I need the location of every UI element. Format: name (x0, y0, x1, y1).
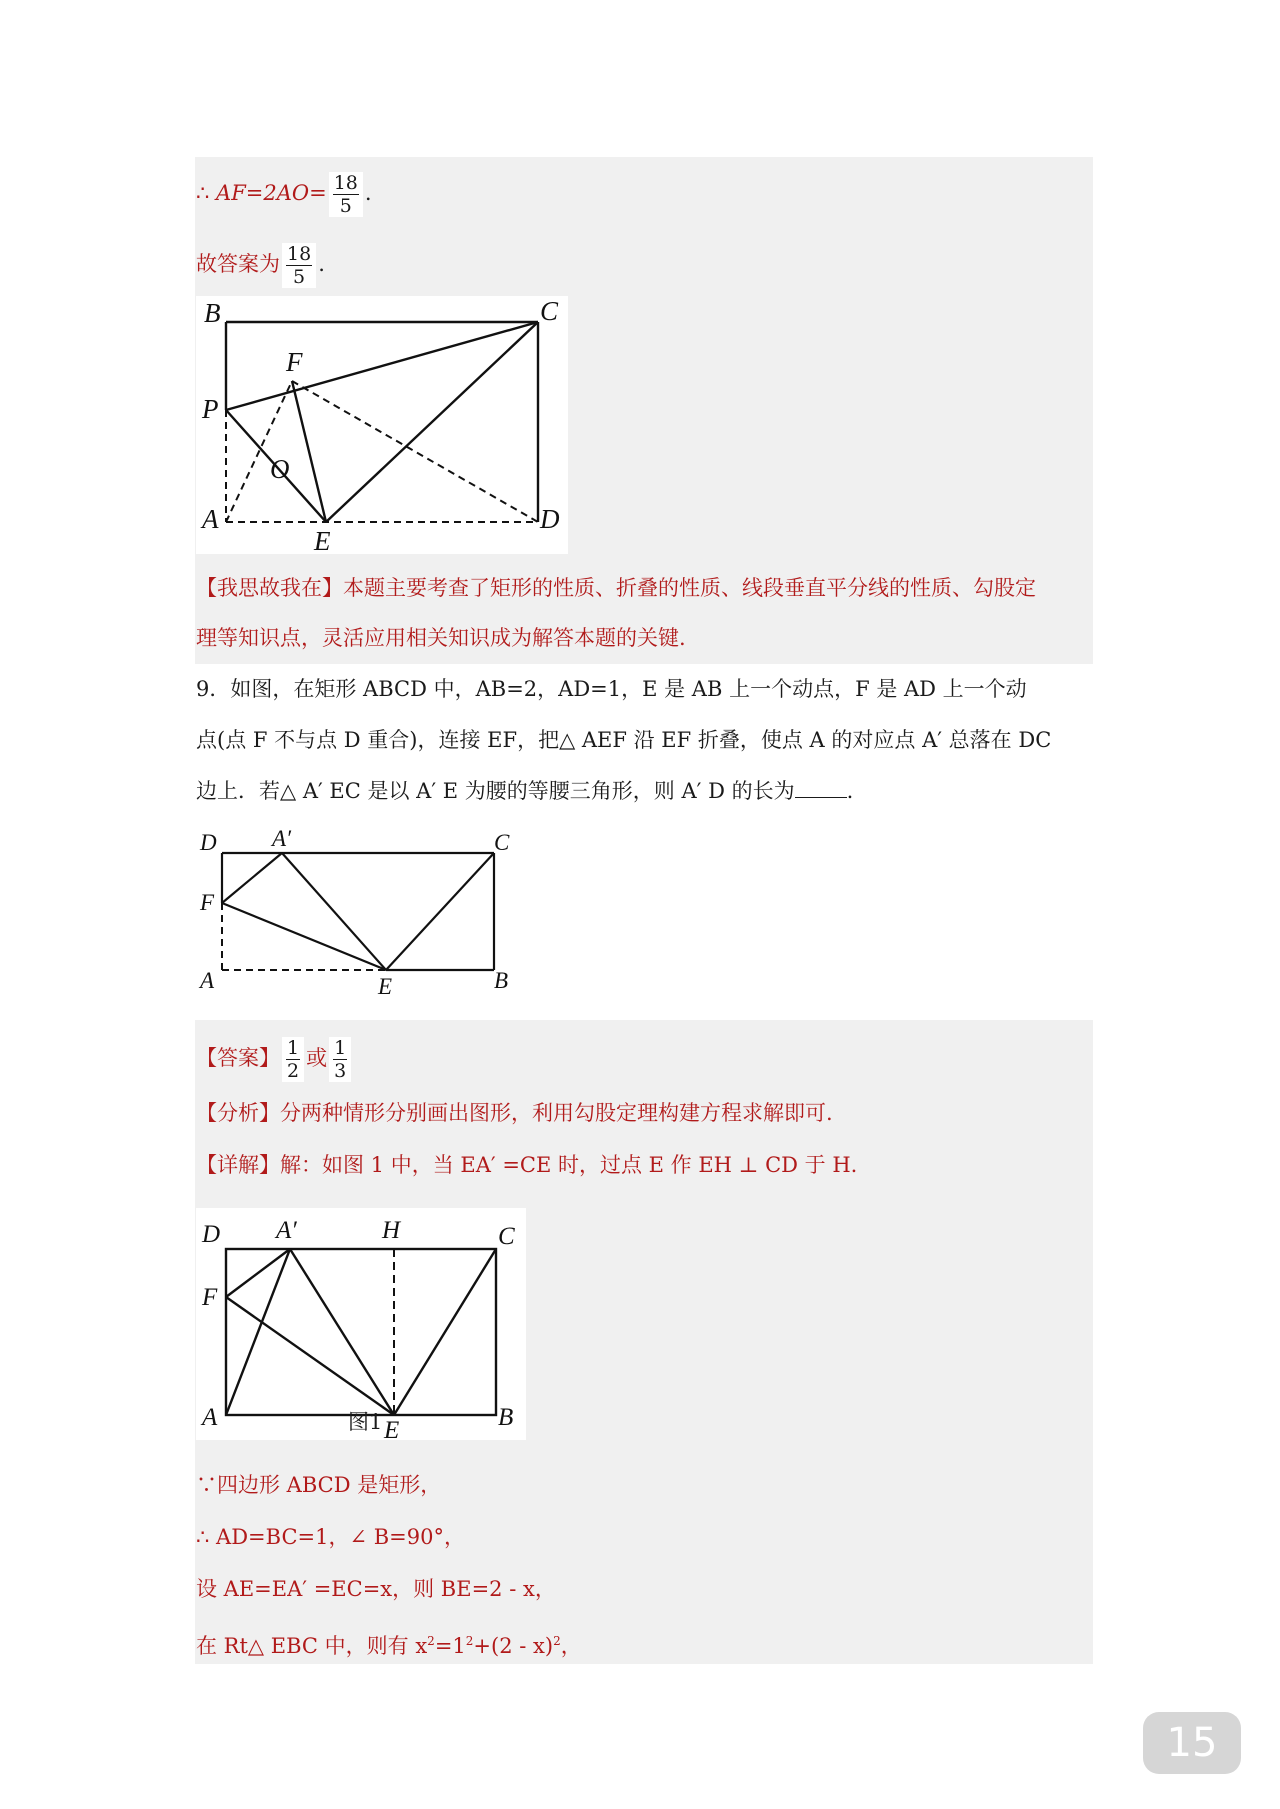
answer-tag: 【答案】 (196, 1046, 280, 1070)
label-h: H (382, 1217, 401, 1244)
question-text-3: 边上．若△ A′ EC 是以 A′ E 为腰的等腰三角形，则 A′ D 的长为 (196, 779, 795, 803)
therefore-symbol: ∴ (196, 181, 217, 205)
fraction-numerator: 18 (333, 172, 358, 194)
label-b: B (204, 298, 221, 328)
step-4-mid2: +(2 - x) (473, 1634, 554, 1658)
label-e: E (378, 974, 393, 999)
fraction-denominator: 2 (287, 1060, 300, 1082)
analysis-tag: 【分析】 (196, 1101, 280, 1125)
label-o: O (270, 454, 290, 484)
step-4-end: ， (560, 1634, 582, 1658)
figure-1 (196, 1208, 526, 1440)
analysis-text: 分两种情形分别画出图形，利用勾股定理构建方程求解即可. (280, 1101, 833, 1125)
step-1-text: ∵四边形 ABCD 是矩形， (196, 1473, 442, 1497)
answer-or: 或 (306, 1046, 328, 1070)
label-e: E (384, 1417, 400, 1440)
label-b: B (498, 1404, 514, 1431)
figure-b-svg (196, 826, 516, 1004)
label-c: C (494, 830, 510, 855)
label-f: F (202, 1284, 218, 1311)
label-a: A (202, 1404, 218, 1431)
label-e: E (314, 526, 331, 554)
question-end: . (846, 779, 854, 803)
step-4-main: 在 Rt△ EBC 中，则有 x (196, 1634, 428, 1658)
detail-tag: 【详解】 (196, 1153, 280, 1177)
detail-text: 解：如图 1 中，当 EA′ =CE 时，过点 E 作 EH ⊥ CD 于 H. (280, 1153, 858, 1177)
label-d: D (540, 504, 560, 534)
reflection-text-1: 本题主要考查了矩形的性质、折叠的性质、线段垂直平分线的性质、勾股定 (343, 576, 1036, 600)
page-number-badge: 15 (1143, 1712, 1241, 1774)
figure-1-caption: 图1 (348, 1410, 383, 1434)
label-d: D (202, 1221, 221, 1248)
label-a-prime: A′ (272, 826, 292, 851)
label-f: F (200, 890, 215, 915)
answer-fraction-third (329, 1037, 351, 1082)
answer-blank (795, 777, 847, 798)
af-line (196, 172, 372, 217)
af-fraction (329, 172, 363, 217)
fraction-denominator: 5 (339, 195, 352, 217)
question-9-line-1 (196, 674, 1027, 704)
figure-rectangle-pfo (196, 296, 568, 554)
step-4 (196, 1626, 582, 1661)
fraction-numerator: 1 (287, 1037, 300, 1059)
fraction-numerator: 18 (287, 243, 312, 265)
exponent: 2 (465, 1634, 474, 1648)
step-3 (196, 1574, 556, 1604)
exponent: 2 (427, 1634, 435, 1648)
period: . (318, 252, 325, 276)
answer-prefix: 故答案为 (196, 252, 280, 276)
fraction-denominator: 3 (334, 1060, 347, 1082)
exponent: 2 (553, 1634, 561, 1648)
reflection-line-1 (196, 573, 1036, 603)
reflection-tag: 【我思故我在】 (196, 576, 343, 600)
answer-line (196, 243, 325, 288)
step-1 (196, 1470, 441, 1500)
label-c: C (540, 296, 559, 326)
question-text-1: 9．如图，在矩形 ABCD 中，AB=2，AD=1，E 是 AB 上一个动点，F 是 AD 上一个动 (196, 677, 1027, 701)
question-text-2: 点(点 F 不与点 D 重合)，连接 EF，把△ AEF 沿 EF 折叠，使点 A 的对应点 A′ 总落在 DC (196, 728, 1052, 752)
analysis-line (196, 1098, 833, 1128)
fraction-numerator: 1 (334, 1037, 347, 1059)
label-c: C (498, 1223, 515, 1250)
answer-fraction (282, 243, 316, 288)
label-d: D (200, 830, 217, 855)
label-f: F (286, 347, 303, 377)
step-2 (196, 1522, 465, 1552)
question-9-line-2 (196, 725, 1051, 755)
label-a: A (200, 968, 215, 993)
figure-question-9 (196, 826, 516, 1004)
fraction-denominator: 5 (293, 266, 306, 288)
answer-result-line (196, 1037, 353, 1082)
reflection-line-2 (196, 623, 686, 653)
label-b: B (494, 968, 509, 993)
period: . (364, 181, 372, 205)
reflection-text-2: 理等知识点，灵活应用相关知识成为解答本题的关键. (196, 626, 686, 650)
af-expression: AF=2AO= (216, 181, 327, 205)
label-p: P (202, 394, 219, 424)
label-a: A (202, 504, 219, 534)
detail-line (196, 1150, 857, 1180)
label-a-prime: A′ (276, 1217, 297, 1244)
step-3-text: 设 AE=EA′ =EC=x，则 BE=2 - x， (196, 1577, 556, 1601)
question-9-line-3 (196, 776, 853, 806)
answer-fraction-half (282, 1037, 304, 1082)
step-2-text: ∴ AD=BC=1，∠ B=90°， (196, 1525, 466, 1549)
step-4-mid: =1 (434, 1634, 466, 1658)
figure-a-svg (196, 296, 568, 554)
